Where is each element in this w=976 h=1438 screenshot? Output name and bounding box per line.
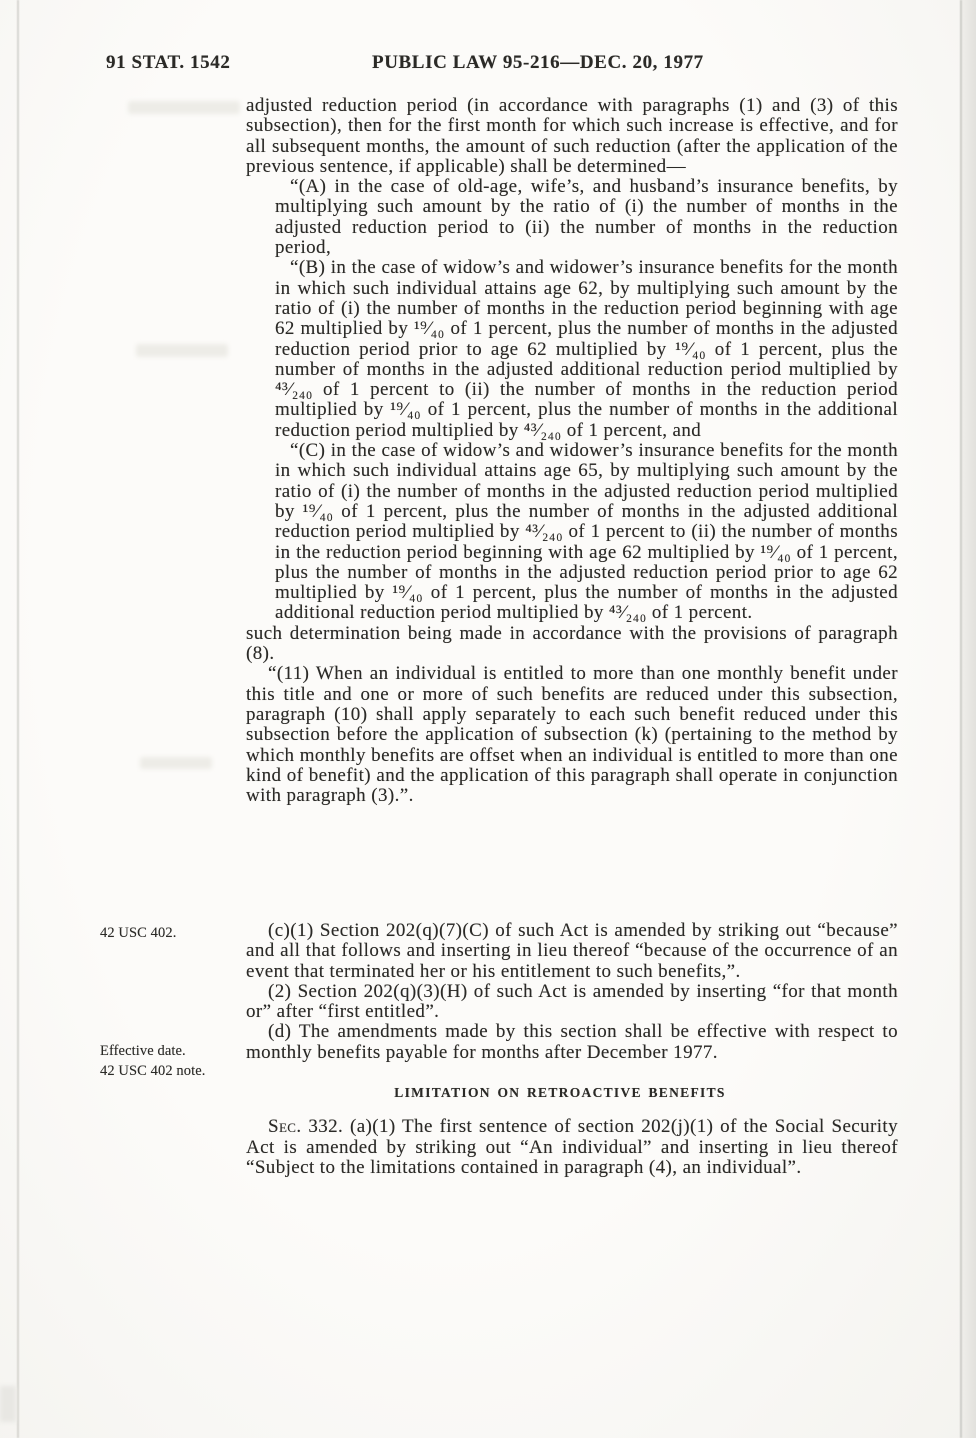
show-through-smudge — [128, 101, 240, 114]
public-law-title: PUBLIC LAW 95-216—DEC. 20, 1977 — [372, 52, 704, 73]
subparagraph-b: “(B) in the case of widow’s and widower’s insurance benefits for the month in which such individual attains age 62, by multiplying such amount by the ratio of (i) the number of months in the reduction period beginning with age 62 multiplied by ¹⁹⁄₄₀ of 1 percent, plus the number of months in the adjusted reduction period prior to age 62 multiplied by ¹⁹⁄₄₀ of 1 percent, plus the number of months in the adjusted additional reduction period multiplied by ⁴³⁄₂₄₀ of 1 percent to (ii) the number of months in the reduction period multiplied by ¹⁹⁄₄₀ of 1 percent, plus the number of months in the additional reduction period multiplied by ⁴³⁄₂₄₀ of 1 percent, and — [275, 257, 898, 441]
paragraph-closing-clause: such determination being made in accordance with the provisions of paragraph (8). — [246, 622, 898, 665]
show-through-smudge — [136, 344, 228, 357]
scan-edge-left-line — [17, 0, 19, 1438]
paragraph-intro-continuation: adjusted reduction period (in accordance with paragraphs (1) and (3) of this subsection), then for the first month for which such increase is effective, and for all subsequent months, the amount of such reduction (after the application of the previous sentence, if applicable) shall be determined— — [246, 95, 898, 177]
paragraph-11: “(11) When an individual is entitled to more than one monthly benefit under this title and one or more of such benefits are reduced under this subsection, paragraph (10) shall apply separately to each such benefit reduced under this subsection before the application of subsection (k) (pertaining to the method by which monthly benefits are offset when an individual is entitled to more than one kind of benefit) and the application of this paragraph shall operate in conjunction with paragraph (3).”. — [246, 663, 898, 807]
margin-note-group — [100, 1041, 242, 1081]
running-head — [0, 52, 976, 78]
section-crosshead: LIMITATION ON RETROACTIVE BENEFITS — [394, 1085, 726, 1101]
margin-note-effective-date: Effective date. — [100, 1043, 186, 1059]
subparagraph-c: “(C) in the case of widow’s and widower’s insurance benefits for the month in which such individual attains age 65, by multiplying such amount by the ratio of (i) the number of months in the adjusted reduction period multiplied by ¹⁹⁄₄₀ of 1 percent, plus the number of months in the adjusted additional reduction period multiplied by ⁴³⁄₂₄₀ of 1 percent to (ii) the number of months in the reduction period beginning with age 62 multiplied by ¹⁹⁄₄₀ of 1 percent, plus the number of months in the adjusted reduction period prior to age 62 multiplied by ¹⁹⁄₄₀ of 1 percent, plus the number of months in the adjusted additional reduction period multiplied by ⁴³⁄₂₄₀ of 1 percent. — [275, 440, 898, 624]
margin-note-usc-402: 42 USC 402. — [100, 925, 177, 941]
statute-text-block-upper — [246, 96, 898, 806]
paragraph-d: (d) The amendments made by this section shall be effective with respect to monthly benefits payable for months after December 1977. — [246, 1021, 898, 1063]
stat-page-number: 91 STAT. 1542 — [106, 52, 231, 73]
sec-332-label: Sec. 332. — [268, 1116, 344, 1138]
subparagraph-a: “(A) in the case of old-age, wife’s, and husband’s insurance benefits, by multiplying such amount by the ratio of (i) the number of months in the adjusted reduction period to (ii) the number of months in the reduction period, — [275, 176, 898, 259]
margin-note-usc-402-note: 42 USC 402 note. — [100, 1063, 206, 1079]
paragraph-c1: (c)(1) Section 202(q)(7)(C) of such Act is amended by striking out “because” and all that follows and inserting in lieu thereof “because of the occurrence of an event that terminated her or his entitlement to such benefits,”. — [246, 920, 898, 982]
scan-edge-right-shade — [962, 0, 976, 1438]
paragraph-2: (2) Section 202(q)(3)(H) of such Act is amended by inserting “for that month or” after “first entitled”. — [246, 980, 898, 1023]
statute-text-block-lower — [246, 921, 898, 1178]
scan-edge-right-line — [960, 0, 962, 1438]
show-through-smudge — [140, 757, 212, 769]
scan-corner-smudge — [0, 1386, 16, 1422]
sec-332-text: (a)(1) The first sentence of section 202(j)(1) of the Social Security Act is amended by striking out “An individual” and inserting in lieu thereof “Subject to the limitations contained in paragraph (4), an individual”. — [246, 1116, 898, 1178]
sec-332-paragraph — [246, 1117, 898, 1178]
